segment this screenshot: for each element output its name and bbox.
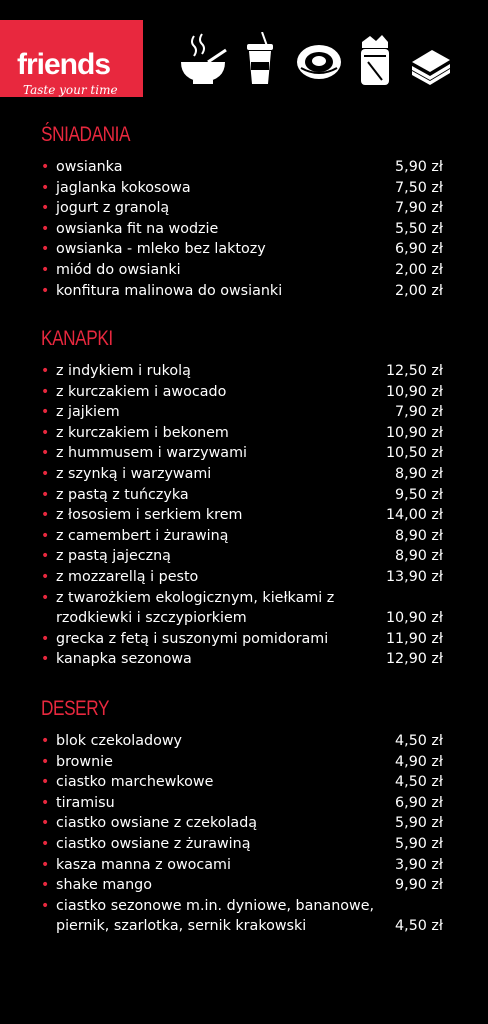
item-price: 12,50 zł (385, 363, 443, 379)
item-name: • ciastko marchewkowe (56, 774, 214, 791)
item-price: 12,90 zł (385, 651, 443, 668)
item-name: • shake mango (56, 877, 152, 894)
section-kanapki (41, 327, 446, 668)
menu-list (41, 361, 446, 670)
item-name: • owsianka - mleko bez laktozy (56, 241, 266, 258)
item-price: 8,90 zł (395, 548, 443, 565)
item-price: 5,50 zł (395, 220, 443, 237)
item-name: • z mozzarellą i pesto (56, 568, 199, 585)
menu-item (41, 361, 446, 382)
item-name: • z łososiem i serkiem krem (56, 507, 243, 524)
item-price: 6,90 zł (395, 241, 443, 258)
menu-item (41, 239, 446, 260)
menu-item (41, 178, 446, 199)
section-title: ŚNIADANIA (41, 123, 131, 146)
item-name: • owsianka (56, 159, 123, 175)
item-price: 8,90 zł (395, 527, 443, 544)
item-name: • z kurczakiem i bekonem (56, 424, 229, 441)
item-name: • kanapka sezonowa (56, 651, 192, 668)
menu-item (41, 281, 446, 302)
item-name: • kasza manna z owocami (56, 856, 231, 873)
item-price: 8,90 zł (395, 465, 443, 482)
item-price: 2,00 zł (395, 261, 443, 278)
menu-item (41, 485, 446, 506)
menu-item (41, 157, 446, 178)
item-price: 13,90 zł (385, 568, 443, 585)
item-name: • jogurt z granolą (56, 200, 170, 217)
item-name: • miód do owsianki (56, 261, 181, 278)
item-name: • z hummusem i warzywami (56, 445, 247, 462)
category-icons (178, 32, 453, 87)
item-price: 3,90 zł (395, 856, 443, 873)
bagel-icon (295, 32, 343, 87)
item-name: • konfitura malinowa do owsianki (56, 282, 283, 299)
sandwich-icon (410, 32, 452, 87)
drink-cup-icon (245, 32, 275, 87)
menu-item (41, 260, 446, 281)
menu-item (41, 813, 446, 834)
item-price: 4,50 zł (395, 918, 443, 935)
item-price: 10,90 zł (385, 610, 443, 627)
item-name: • grecka z fetą i suszonymi pomidorami (56, 630, 329, 647)
menu-item (41, 896, 446, 937)
item-name: • z pastą z tuńczyka (56, 486, 189, 503)
item-price: 7,50 zł (395, 179, 443, 196)
item-name: • z jajkiem (56, 404, 120, 421)
menu-item (41, 402, 446, 423)
menu-item (41, 752, 446, 773)
item-name: • jaglanka kokosowa (56, 179, 191, 196)
section-title: KANAPKI (41, 327, 113, 350)
menu-item (41, 198, 446, 219)
item-price: 4,50 zł (395, 774, 443, 791)
wrap-icon (358, 32, 392, 87)
item-price: 4,50 zł (395, 733, 443, 749)
section-sniadania (41, 123, 446, 299)
item-price: 10,50 zł (385, 445, 443, 462)
item-name: • z kurczakiem i awocado (56, 383, 227, 400)
menu-item (41, 505, 446, 526)
item-price: 5,90 zł (395, 159, 443, 175)
item-price: 6,90 zł (395, 794, 443, 811)
brand-tagline: Taste your time (23, 83, 118, 97)
item-name: • ciastko owsiane z żurawiną (56, 835, 251, 852)
menu-item (41, 834, 446, 855)
item-name: • blok czekoladowy (56, 733, 183, 749)
menu-item (41, 526, 446, 547)
menu-item (41, 875, 446, 896)
item-price: 5,90 zł (395, 835, 443, 852)
section-title: DESERY (41, 697, 110, 720)
item-price: 5,90 zł (395, 815, 443, 832)
menu-list (41, 157, 446, 301)
menu-item (41, 546, 446, 567)
menu-item (41, 567, 446, 588)
menu-item (41, 629, 446, 650)
brand-name: friends (17, 48, 111, 81)
menu-list (41, 731, 446, 937)
section-desery (41, 697, 446, 935)
item-price: 14,00 zł (385, 507, 443, 524)
menu-item (41, 382, 446, 403)
item-name: • z indykiem i rukolą (56, 363, 191, 379)
item-name: • z twarożkiem ekologicznym, kiełkami z rzodkiewki i szczypiorkiem (56, 589, 335, 627)
item-name: • owsianka fit na wodzie (56, 220, 219, 237)
item-price: 7,90 zł (395, 200, 443, 217)
soup-bowl-icon (178, 32, 228, 87)
item-name: • z camembert i żurawiną (56, 527, 229, 544)
menu-item (41, 219, 446, 240)
item-price: 10,90 zł (385, 424, 443, 441)
item-price: 9,90 zł (395, 877, 443, 894)
item-name: • tiramisu (56, 794, 115, 811)
item-name: • ciastko owsiane z czekoladą (56, 815, 258, 832)
item-price: 10,90 zł (385, 383, 443, 400)
menu-item (41, 772, 446, 793)
menu-item (41, 464, 446, 485)
menu-item (41, 649, 446, 670)
item-name: • brownie (56, 753, 113, 770)
menu-item (41, 731, 446, 752)
menu-item (41, 423, 446, 444)
menu-item (41, 443, 446, 464)
item-price: 4,90 zł (395, 753, 443, 770)
menu-item (41, 588, 446, 629)
item-price: 11,90 zł (385, 630, 443, 647)
item-name: • ciastko sezonowe m.in. dyniowe, bananowe, piernik, szarlotka, sernik krakowski (56, 897, 375, 935)
item-name: • z szynką i warzywami (56, 465, 212, 482)
menu-item (41, 855, 446, 876)
item-price: 9,50 zł (395, 486, 443, 503)
item-name: • z pastą jajeczną (56, 548, 171, 565)
brand-logo (0, 20, 143, 97)
menu-item (41, 793, 446, 814)
item-price: 2,00 zł (395, 282, 443, 299)
item-price: 7,90 zł (395, 404, 443, 421)
